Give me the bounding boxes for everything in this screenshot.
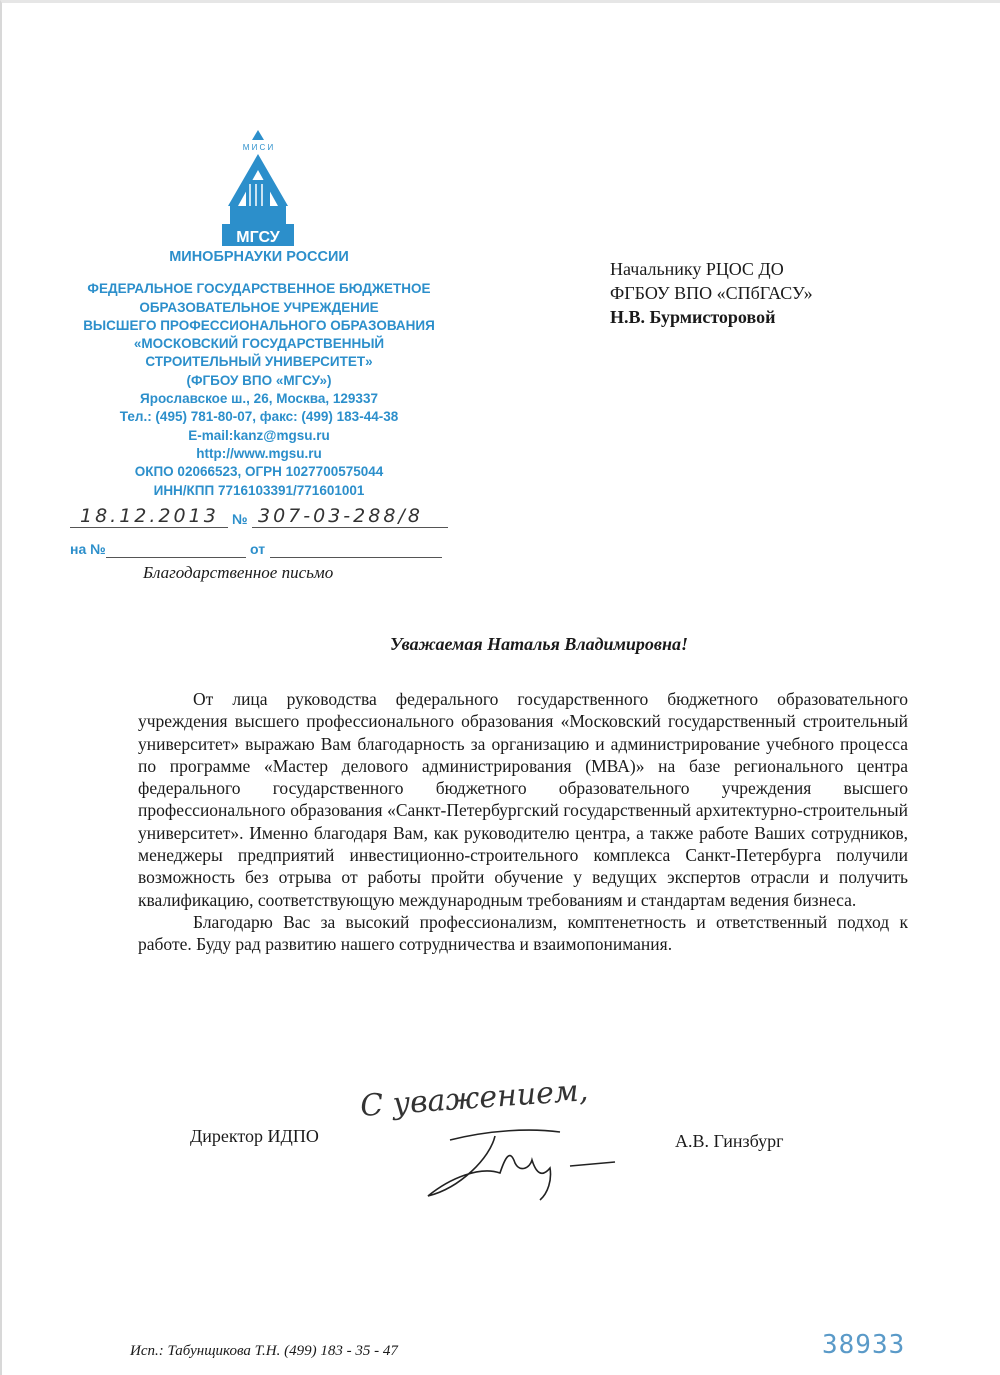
- salutation: Уважаемая Наталья Владимировна!: [390, 634, 688, 654]
- org-short-name: (ФГБОУ ВПО «МГСУ»): [186, 372, 332, 388]
- logo-text-bottom: МГСУ: [236, 229, 280, 246]
- codes-inn: ИНН/КПП 7716103391/771601001: [153, 482, 365, 498]
- signer-name: А.В. Гинзбург: [675, 1131, 784, 1151]
- signer-position: Директор ИДПО: [190, 1126, 319, 1146]
- reg-number: 307-03-288/8: [258, 505, 423, 527]
- subject: Благодарственное письмо: [143, 563, 334, 582]
- addressee-line: ФГБОУ ВПО «СПбГАСУ»: [610, 283, 813, 303]
- reg-number-label: №: [232, 511, 248, 527]
- stamp-number: 38933: [822, 1330, 906, 1360]
- org-line: ВЫСШЕГО ПРОФЕССИОНАЛЬНОГО ОБРАЗОВАНИЯ: [83, 317, 435, 333]
- org-line: ФЕДЕРАЛЬНОЕ ГОСУДАРСТВЕННОЕ БЮДЖЕТНОЕ: [87, 281, 431, 297]
- reg-date: 18.12.2013: [80, 505, 219, 527]
- ref-label: на №: [70, 541, 106, 557]
- addressee-name: Н.В. Бурмисторовой: [610, 307, 776, 327]
- phones: Тел.: (495) 781-80-07, факс: (499) 183-44-38: [119, 409, 399, 425]
- mgsu-logo: [222, 128, 294, 248]
- org-line: «МОСКОВСКИЙ ГОСУДАРСТВЕННЫЙ: [133, 336, 385, 352]
- letter-body: [138, 688, 908, 956]
- body-paragraph: Благодарю Вас за высокий профессионализм, комптенетность и ответственный подход к работе. Буду рад развитию нашего сотрудничества и взаимопонимания.: [138, 911, 908, 955]
- registration-line: [70, 505, 450, 531]
- body-paragraph: От лица руководства федерального государственного бюджетного образовательного учреждения высшего профессионального образования «Московский государственный строительный университет» выражаю Вам благодарность за организацию и администрирование учебного процесса по программе «Мастер делового администрирования (МВА)» на базе регионального центра федерального государственного бюджетного образовательного учреждения высшего профессионального образования «Санкт-Петербургский государственный архитектурно-строительный университет». Именно благодаря Вам, как руководителю центра, а также работе Ваших сотрудников, менеджеры предприятий инвестиционно-строительного комплекса Санкт-Петербурга получили возможность без отрыва от работы пройти обучение у ведущих экспертов отрасли и получить квалификацию, соответствующую международным требованиям и стандартам ведения бизнеса.: [138, 689, 908, 910]
- handwritten-regards-text: С уважением,: [359, 1073, 590, 1124]
- org-line: ОБРАЗОВАТЕЛЬНОЕ УЧРЕЖДЕНИЕ: [139, 299, 379, 315]
- signature: [420, 1118, 630, 1203]
- addressee: [610, 257, 813, 329]
- executor-info: Исп.: Табунщикова Т.Н. (499) 183 - 35 - 47: [130, 1343, 398, 1359]
- website: http://www.mgsu.ru: [196, 445, 322, 461]
- reference-line: [70, 541, 450, 561]
- addressee-line: Начальнику РЦОС ДО: [610, 259, 784, 279]
- org-line: СТРОИТЕЛЬНЫЙ УНИВЕРСИТЕТ»: [145, 354, 373, 370]
- codes-okpo: ОКПО 02066523, ОГРН 1027700575044: [134, 464, 384, 480]
- address: Ярославское ш., 26, Москва, 129337: [140, 391, 378, 407]
- logo-text-top: М И С И: [242, 143, 274, 152]
- ref-from-label: от: [250, 541, 266, 557]
- email: E-mail:kanz@mgsu.ru: [188, 427, 330, 443]
- letterhead: [70, 248, 448, 500]
- ministry-name: МИНОБРНАУКИ РОССИИ: [169, 249, 349, 265]
